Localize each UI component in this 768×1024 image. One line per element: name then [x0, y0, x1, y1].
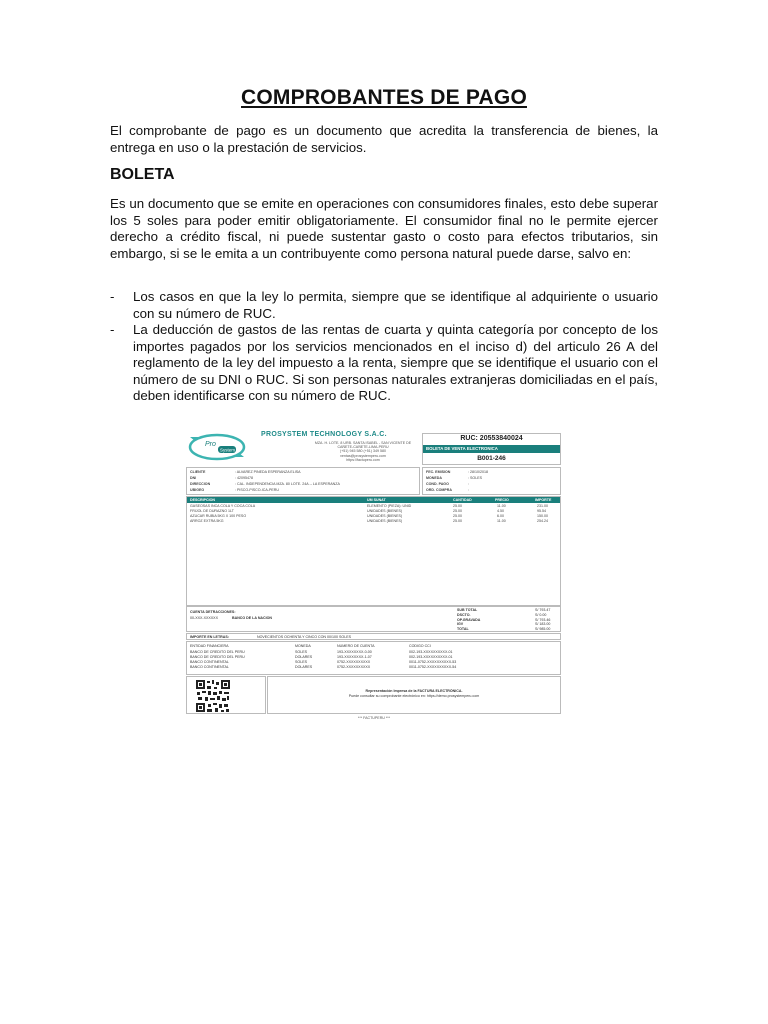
section-heading: BOLETA [110, 166, 175, 183]
total-row: OP.GRAVADA S/ 793.46 [457, 617, 551, 622]
bank-row: BANCO DE CREDITO DEL PERU DOLARES 193-XXXXXXXX-1-07 002-193-XXXXXXXXXX-01 [190, 655, 453, 659]
page-title: COMPROBANTES DE PAGO [241, 86, 527, 109]
client-row: DNI : 42095478 [190, 476, 253, 480]
date-box [422, 467, 561, 495]
company-address: MZA. H. LOTE. 8 URB. SANTA ISABEL - SAN VICENTE DE CAÑETE-CAÑETE-LIMA-PERU (+51) 945 580 (+51) 349 580 ventas@prosystemperu.com https://factuperu.com [314, 441, 412, 462]
ruc-box [422, 433, 561, 465]
invoice-footer: *** FACTUPERU *** [357, 716, 391, 720]
logo-text-pro: Pro [205, 441, 216, 448]
client-row: CLIENTE : ALVAREZ PINEDA ESPERANZA ELISA [190, 470, 301, 474]
bank-header: ENTIDAD FINANCIERA MONEDA NUMERO DE CUENTA CODIGO CCI [190, 644, 431, 648]
client-row: DIRECCION : CAL. INDEPENDENCIA MZA. 80 LOTE. 24A -- LA ESPERANZA [190, 482, 340, 486]
logo-text-system: System [220, 447, 236, 453]
amount-in-words: IMPORTE EN LETRAS: NOVECIENTOS OCHENTA Y CINCO CON 00/100 SOLES [186, 633, 561, 640]
representation-line: Representación Impresa de la FACTURA ELECTRÓNICA. [365, 689, 463, 693]
detraccion-label: CUENTA DETRACCIONES: [190, 610, 236, 614]
totals-box [186, 606, 561, 632]
total-row: TOTAL S/ 985.00 [457, 627, 551, 632]
date-row: MONEDA : SOLES [426, 476, 482, 480]
totals-list [457, 608, 561, 632]
total-row: DSCTO. S/ 0.00 [457, 612, 547, 617]
ruc-number: RUC: 20553840024 [460, 435, 523, 442]
table-row: FRIJOL DE DURAZNO 1LT UNIDADES (BIENES) 25.00 4.50 95.54 [190, 509, 546, 513]
detraccion-bank: BANCO DE LA NACION [232, 616, 272, 620]
table-row: AZUCAR RUBIA 5KG X 100 PESO UNIDADES (BIENES) 25.00 6.00 150.00 [190, 514, 548, 518]
representation-box [267, 676, 561, 714]
bullet-marker: - [110, 322, 115, 337]
client-row: UBIGEO : PISCO-PISCO-ICA-PERU [190, 488, 279, 492]
company-name: PROSYSTEM TECHNOLOGY S.A.C. [261, 431, 387, 438]
detraccion-account: 00-XXX-XXXXXX [190, 616, 218, 620]
bank-row: BANCO CONTINENTAL SOLES 0752-XXXXXXXXXX 0011-0752-XXXXXXXXXX-53 [190, 660, 457, 664]
table-row: ARROZ EXTRA 5KG UNIDADES (BIENES) 25.00 11.00 254.24 [190, 519, 548, 523]
table-row: GASEOSAS INCA COLA Y COCA COLA ELEMENTO (PIEZA): UNID 25.00 11.00 231.00 [190, 504, 548, 508]
bank-accounts [186, 641, 561, 675]
table-header: DESCRIPCION UM SUNAT CANTIDAD PRECIO IMPORTE [187, 497, 560, 503]
bank-row: BANCO CONTINENTAL DOLARES 0752-XXXXXXXXXX 0011-0752-XXXXXXXXXX-54 [190, 665, 457, 669]
bullet-marker: - [110, 289, 115, 304]
bullet-text: La deducción de gastos de las rentas de cuarta y quinta categoría por concepto de los importes pagados por los servicios mencionados en el inciso d) del articulo 26 A del reglamento de la ley del impuesto a la renta, siempre que se identifique el usuario con el número de su DNI o RUC. Si son personas naturales extranjeras domiciliadas en el país, deben identificarse con su número de RUC. [133, 322, 658, 404]
bank-row: BANCO DE CREDITO DEL PERU SOLES 193-XXXXXXXX-0-00 002-193-XXXXXXXXXX-01 [190, 650, 453, 654]
items-table [186, 496, 561, 606]
document-type: BOLETA DE VENTA ELECTRONICA [423, 445, 560, 453]
client-box [186, 467, 420, 495]
boleta-paragraph: Es un documento que se emite en operaciones con consumidores finales, esto debe superar los 5 soles para poder emitir obligatoriamente. El consumidor final no le permite ejercer derecho a crédito fiscal, ni puede sustentar gasto o costo para efectos tributarios, sin embargo, si se le emita a un contribuyente como persona natural puede darse, salvo en: [110, 196, 658, 261]
total-row: SUB TOTAL S/ 793.47 [457, 608, 551, 612]
date-row: ORD. COMPRA : [426, 488, 469, 492]
date-row: FEC. EMISION : 28/10/2018 [426, 470, 488, 474]
consult-line: Puede consultar su comprobante electrónico en: https://demo.prosystemperu.com [348, 694, 480, 698]
total-row: IGV S/ 183.00 [457, 622, 551, 627]
qr-code-box [186, 676, 266, 714]
company-logo [187, 432, 247, 462]
date-row: COND. PAGO : [426, 482, 469, 486]
document-number: B001-246 [477, 455, 506, 462]
qr-code-icon [195, 679, 231, 713]
bullet-text: Los casos en que la ley lo permita, siempre que se identifique al adquiriente o usuario con su número de RUC. [133, 289, 658, 321]
invoice-image [185, 428, 563, 728]
intro-paragraph: El comprobante de pago es un documento que acredita la transferencia de bienes, la entrega en uso o la prestación de servicios. [110, 123, 658, 155]
